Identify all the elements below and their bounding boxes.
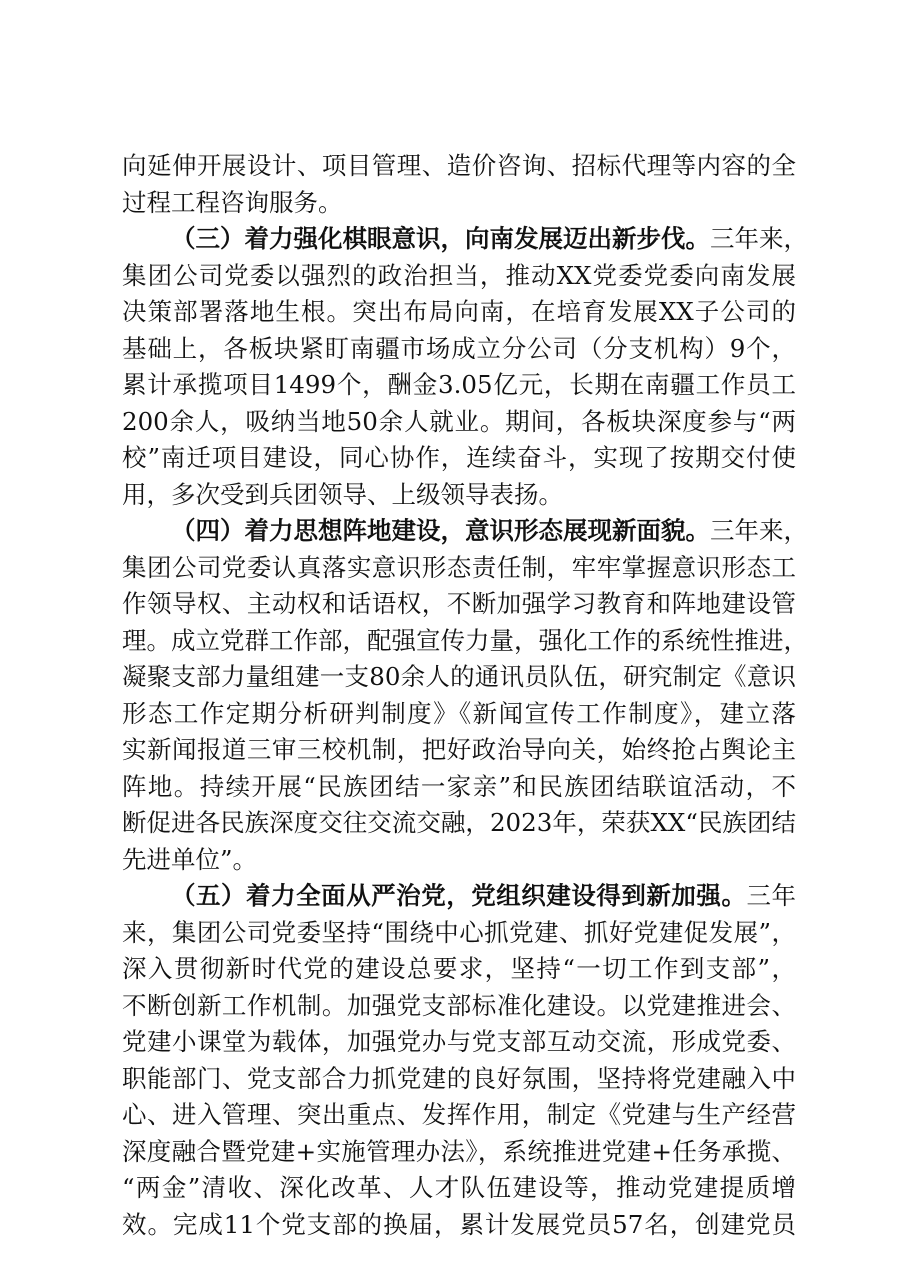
text-line: 不断创新工作机制。加强党支部标准化建设。以党建推进会、 xyxy=(122,990,796,1020)
text-line: 向延伸开展设计、项目管理、造价咨询、招标代理等内容的全 xyxy=(122,151,796,180)
text-line: 效。完成11个党支部的换届，累计发展党员57名，创建党员 xyxy=(122,1209,796,1239)
paragraph-continuation xyxy=(122,148,796,221)
text-line: 校”南迁项目建设，同心协作，连续奋斗，实现了按期交付使 xyxy=(122,443,796,472)
text-line: 深入贯彻新时代党的建设总要求，坚持“一切工作到支部”， xyxy=(122,954,796,983)
text-line: 形态工作定期分析研判制度》《新闻宣传工作制度》，建立落 xyxy=(122,698,796,728)
text-line: 先进单位”。 xyxy=(122,844,258,874)
text-line: 作领导权、主动权和话语权，不断加强学习教育和阵地建设管 xyxy=(122,589,796,618)
text-line: 基础上，各板块紧盯南疆市场成立分公司（分支机构）9个， xyxy=(122,333,796,363)
text-line: 累计承揽项目1499个，酬金3.05亿元，长期在南疆工作员工 xyxy=(122,370,796,399)
document-page xyxy=(122,148,808,1243)
paragraph-section-3 xyxy=(122,221,808,513)
text-line: 来，集团公司党委坚持“围绕中心抓党建、抓好党建促发展”， xyxy=(122,917,796,947)
text-line: 用，多次受到兵团领导、上级领导表扬。 xyxy=(122,479,563,509)
text-run: 三年 xyxy=(746,881,797,910)
text-line: “两金”清收、深化改革、人才队伍建设等，推动党建提质增 xyxy=(122,1173,796,1202)
text-line: 深度融合暨党建+实施管理办法》，系统推进党建+任务承揽、 xyxy=(122,1136,796,1166)
text-line: 过程工程咨询服务。 xyxy=(122,187,343,217)
text-line: 凝聚支部力量组建一支80余人的通讯员队伍，研究制定《意识 xyxy=(122,662,796,691)
paragraph-section-5 xyxy=(122,878,796,1243)
text-run: 三年来， xyxy=(710,516,808,545)
section-heading: （五）着力全面从严治党，党组织建设得到新加强。 xyxy=(171,881,747,910)
text-line: 集团公司党委认真落实意识形态责任制，牢牢掌握意识形态工 xyxy=(122,552,796,582)
text-run: 三年来， xyxy=(710,224,808,253)
text-line xyxy=(122,221,808,258)
text-line: 心、进入管理、突出重点、发挥作用，制定《党建与生产经营 xyxy=(122,1100,796,1129)
text-line: 断促进各民族深度交往交流交融，2023年，荣获XX“民族团结 xyxy=(122,808,796,837)
text-line: 党建小课堂为载体，加强党办与党支部互动交流，形成党委、 xyxy=(122,1027,796,1056)
text-line: 阵地。持续开展“民族团结一家亲”和民族团结联谊活动，不 xyxy=(122,771,796,801)
text-line: 职能部门、党支部合力抓党建的良好氛围，坚持将党建融入中 xyxy=(122,1063,796,1093)
text-line xyxy=(122,878,796,915)
text-line: 决策部署落地生根。突出布局向南，在培育发展XX子公司的 xyxy=(122,297,796,326)
paragraph-section-4 xyxy=(122,513,808,878)
text-line: 集团公司党委以强烈的政治担当，推动XX党委党委向南发展 xyxy=(122,260,796,290)
text-line: 实新闻报道三审三校机制，把好政治导向关，始终抢占舆论主 xyxy=(122,735,796,764)
section-heading: （三）着力强化棋眼意识，向南发展迈出新步伐。 xyxy=(171,224,710,253)
text-line xyxy=(122,513,808,550)
text-line: 理。成立党群工作部，配强宣传力量，强化工作的系统性推进， xyxy=(122,625,808,655)
section-heading: （四）着力思想阵地建设，意识形态展现新面貌。 xyxy=(171,516,710,545)
text-line: 200余人，吸纳当地50余人就业。期间，各板块深度参与“两 xyxy=(122,406,796,436)
